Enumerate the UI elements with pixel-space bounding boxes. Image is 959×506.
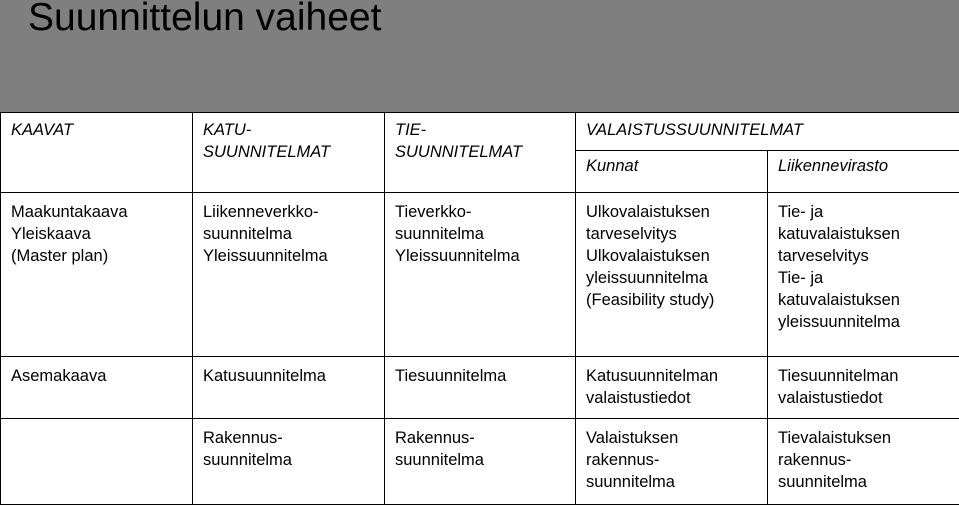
table-row — [1, 419, 959, 505]
cell-line: Valaistuksen — [586, 429, 679, 447]
cell-line: Maakuntakaava — [11, 203, 128, 221]
header-liikennevirasto-label: Liikennevirasto — [778, 157, 889, 175]
header-liikennevirasto — [768, 151, 959, 193]
cell-line: yleissuunnitelma — [586, 269, 708, 287]
cell-tie — [385, 419, 576, 505]
cell-line: katuvalaistuksen — [778, 291, 900, 309]
cell-line: suunnitelma — [586, 473, 675, 491]
cell-katu — [193, 357, 385, 419]
header-kaavat — [1, 113, 193, 193]
cell-line: tarveselvitys — [586, 225, 677, 243]
cell-kunnat — [576, 357, 768, 419]
table-row — [1, 357, 959, 419]
cell-line: rakennus- — [778, 451, 852, 469]
cell-line: suunnitelma — [395, 451, 484, 469]
cell-line: Tie- ja — [778, 203, 824, 221]
cell-katu — [193, 419, 385, 505]
cell-line: Yleissuunnitelma — [395, 247, 520, 265]
cell-liikennevirasto — [768, 419, 959, 505]
cell-kunnat — [576, 193, 768, 357]
cell-kaavat — [1, 419, 193, 505]
cell-line: (Master plan) — [11, 247, 109, 265]
cell-line: Rakennus- — [395, 429, 475, 447]
cell-kunnat — [576, 419, 768, 505]
cell-line: Katusuunnitelma — [203, 367, 326, 385]
cell-line: Asemakaava — [11, 367, 107, 385]
header-tiesuunnitelmat — [385, 113, 576, 193]
cell-line: suunnitelma — [778, 473, 867, 491]
cell-line: Yleissuunnitelma — [203, 247, 328, 265]
cell-line: Katusuunnitelman — [586, 367, 719, 385]
cell-line: yleissuunnitelma — [778, 313, 900, 331]
cell-line: valaistustiedot — [586, 389, 691, 407]
header-valaistussuunnitelmat — [576, 113, 959, 151]
cell-line: Tie- ja — [778, 269, 824, 287]
cell-line: (Feasibility study) — [586, 291, 715, 309]
page-title: Suunnittelun vaiheet — [28, 0, 382, 39]
cell-line: Ulkovalaistuksen — [586, 247, 710, 265]
header-tie-line-2: SUUNNITELMAT — [395, 143, 523, 161]
cell-line: Liikenneverkko- — [203, 203, 319, 221]
cell-line: suunnitelma — [395, 225, 484, 243]
header-katu-line-2: SUUNNITELMAT — [203, 143, 331, 161]
header-katu-line-1: KATU- — [203, 121, 252, 139]
cell-line: Tiesuunnitelman — [778, 367, 899, 385]
cell-line: Tievalaistuksen — [778, 429, 892, 447]
cell-line: rakennus- — [586, 451, 660, 469]
header-kunnat-label: Kunnat — [586, 157, 639, 175]
cell-line: katuvalaistuksen — [778, 225, 900, 243]
cell-liikennevirasto — [768, 357, 959, 419]
cell-liikennevirasto — [768, 193, 959, 357]
header-kunnat — [576, 151, 768, 193]
planning-phases-table — [0, 112, 959, 505]
cell-line: tarveselvitys — [778, 247, 869, 265]
cell-line: suunnitelma — [203, 451, 292, 469]
cell-kaavat — [1, 357, 193, 419]
cell-line: Yleiskaava — [11, 225, 91, 243]
cell-line: Tieverkko- — [395, 203, 472, 221]
cell-line: suunnitelma — [203, 225, 292, 243]
header-katusuunnitelmat — [193, 113, 385, 193]
cell-kaavat — [1, 193, 193, 357]
table-row — [1, 193, 959, 357]
cell-line: Tiesuunnitelma — [395, 367, 507, 385]
header-kaavat-label: KAAVAT — [11, 121, 74, 139]
cell-tie — [385, 193, 576, 357]
header-valaistus-label: VALAISTUSSUUNNITELMAT — [586, 121, 803, 139]
cell-katu — [193, 193, 385, 357]
header-tie-line-1: TIE- — [395, 121, 427, 139]
header-row — [1, 113, 959, 151]
cell-line: Ulkovalaistuksen — [586, 203, 710, 221]
cell-line: Rakennus- — [203, 429, 283, 447]
cell-tie — [385, 357, 576, 419]
cell-line: valaistustiedot — [778, 389, 883, 407]
